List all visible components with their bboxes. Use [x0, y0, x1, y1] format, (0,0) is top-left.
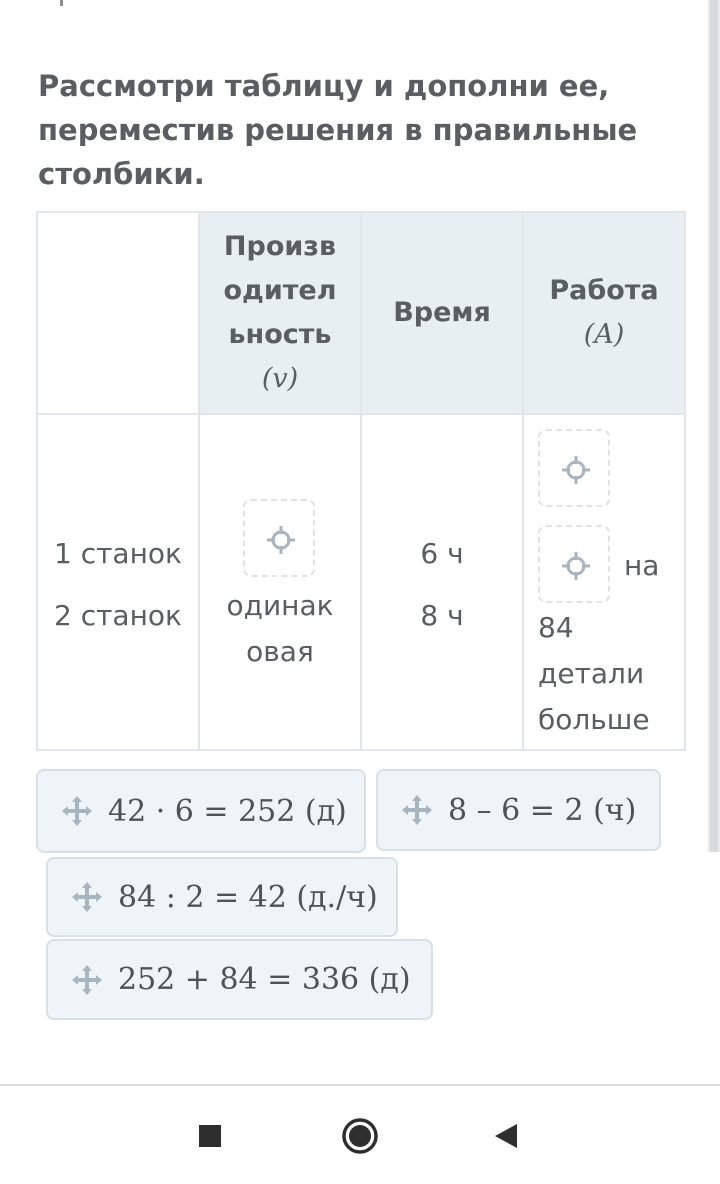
drop-slot-work-1[interactable] [538, 429, 610, 507]
move-arrows-icon [400, 793, 434, 827]
task-prompt: Рассмотри таблицу и дополни ее, переместив решения в правильные столбики. [38, 69, 638, 191]
header-work [523, 212, 685, 414]
answer-chip-2-expression: 8 – 6 = 2 (ч) [448, 792, 637, 828]
row-label-machine-2: 2 станок [54, 599, 182, 632]
header-time-label: Время [393, 297, 491, 328]
cell-time [361, 414, 523, 750]
answer-chip-1[interactable] [36, 769, 366, 853]
move-arrows-icon [70, 963, 104, 997]
top-edge-marker [60, 0, 63, 6]
answer-chip-4[interactable] [46, 939, 433, 1020]
answer-chip-4-expression: 252 + 84 = 336 (д) [118, 962, 411, 997]
header-work-label: Работа [549, 275, 659, 306]
work-note: 84 детали больше [538, 611, 650, 736]
header-productivity-label: Произв одител ьность [223, 231, 337, 350]
scrollbar-thumb[interactable] [710, 0, 718, 852]
cell-productivity [199, 414, 361, 750]
row-label-machine-1: 1 станок [54, 537, 182, 570]
header-work-symbol: (A) [583, 319, 625, 350]
move-arrows-icon [70, 880, 104, 914]
system-navigation-bar [0, 1084, 720, 1184]
square-stop-icon[interactable] [188, 1114, 232, 1158]
header-productivity-symbol: (v) [261, 363, 299, 394]
answer-chip-3-expression: 84 : 2 = 42 (д./ч) [118, 879, 378, 915]
header-time [361, 212, 523, 414]
time-machine-2: 8 ч [420, 599, 464, 632]
header-productivity [199, 212, 361, 414]
drop-slot-work-2[interactable] [538, 525, 610, 603]
answer-chip-2[interactable] [376, 769, 661, 851]
move-arrows-icon [60, 794, 94, 828]
cell-work [523, 414, 685, 750]
work-note-inline: на [624, 549, 660, 582]
crosshair-target-icon [561, 551, 591, 581]
time-machine-1: 6 ч [420, 537, 464, 570]
table-data-row [37, 414, 685, 750]
crosshair-target-icon [561, 455, 591, 485]
circle-home-icon[interactable] [338, 1114, 382, 1158]
productivity-note: одинак овая [226, 589, 334, 668]
work-table [36, 211, 686, 751]
scrollbar[interactable] [708, 0, 720, 852]
crosshair-target-icon [266, 525, 296, 555]
answer-chip-3[interactable] [46, 857, 398, 937]
triangle-back-icon[interactable] [484, 1114, 528, 1158]
drop-slot-productivity[interactable] [243, 499, 315, 577]
answer-chip-1-expression: 42 · 6 = 252 (д) [108, 793, 347, 829]
cell-machines [37, 414, 199, 750]
header-empty-cell [37, 212, 199, 414]
table-header-row [37, 212, 685, 414]
